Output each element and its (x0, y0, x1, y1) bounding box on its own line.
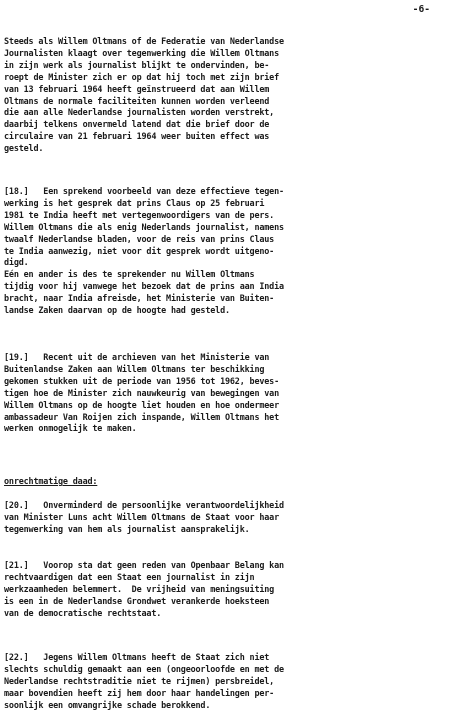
paragraph-intro: Steeds als Willem Oltmans of de Federatie van Nederlandse Journalisten klaagt over tegenwerking die Willem Oltmans in zijn werk als journalist blijkt te ondervinden, be- roept de Minister zich er op dat hij toch met zijn brief van 13 februari 1964 heeft geïnstrueerd dat aan Willem Oltmans de normale faciliteiten kunnen worden verleend die aan alle Nederlandse journalisten worden verstrekt, daarbij telkens onvermeld latend dat die brief door de circulaire van 21 februari 1964 weer buiten effect was gesteld. (4, 36, 284, 154)
paragraph-20: [20.] Onverminderd de persoonlijke verantwoordelijkheid van Minister Luns acht Willem Oltmans de Staat voor haar tegenwerking van hem als journalist aansprakelijk. (4, 500, 284, 534)
paragraph-18: [18.] Een sprekend voorbeeld van deze effectieve tegen- werking is het gesprek dat prins Claus op 25 februari 1981 te India heeft met vertegenwoordigers van de pers. Willem Oltmans die als enig Nederlands journalist, namens twaalf Nederlandse bladen, voor de reis van prins Claus te India aanwezig, niet voor dit gesprek wordt uitgeno- digd. Eén en ander is des te sprekender nu Willem Oltmans tijdig voor hij vanwege het bezoek dat de prins aan India bracht, naar India afreisde, het Ministerie van Buiten- landse Zaken daarvan op de hoogte had gesteld. (4, 186, 284, 316)
paragraph-22: [22.] Jegens Willem Oltmans heeft de Staat zich niet slechts schuldig gemaakt aan een (ongeoorloofde en met de Nederlandse rechtstraditie niet te rijmen) persbreidel, maar bovendien heeft zij hem door haar handelingen per- soonlijk een omvangrijke schade berokkend. (4, 652, 284, 710)
page-number: -6- (412, 4, 430, 15)
paragraph-21: [21.] Voorop sta dat geen reden van Openbaar Belang kan rechtvaardigen dat een Staat een journalist in zijn werkzaamheden belemmert. De vrijheid van meningsuiting is een in de Nederlandse Grondwet verankerde hoeksteen van de democratische rechtstaat. (4, 560, 284, 618)
section-heading: onrechtmatige daad: (4, 476, 98, 486)
paragraph-19: [19.] Recent uit de archieven van het Ministerie van Buitenlandse Zaken aan Willem Oltmans ter beschikking gekomen stukken uit de periode van 1956 tot 1962, beves- tigen hoe de Minister zich nauwkeurig van bewegingen van Willem Oltmans op de hoogte liet houden en hoe ondermeer ambassadeur Van Roijen zich inspande, Willem Oltmans het werken onmogelijk te maken. (4, 352, 280, 434)
